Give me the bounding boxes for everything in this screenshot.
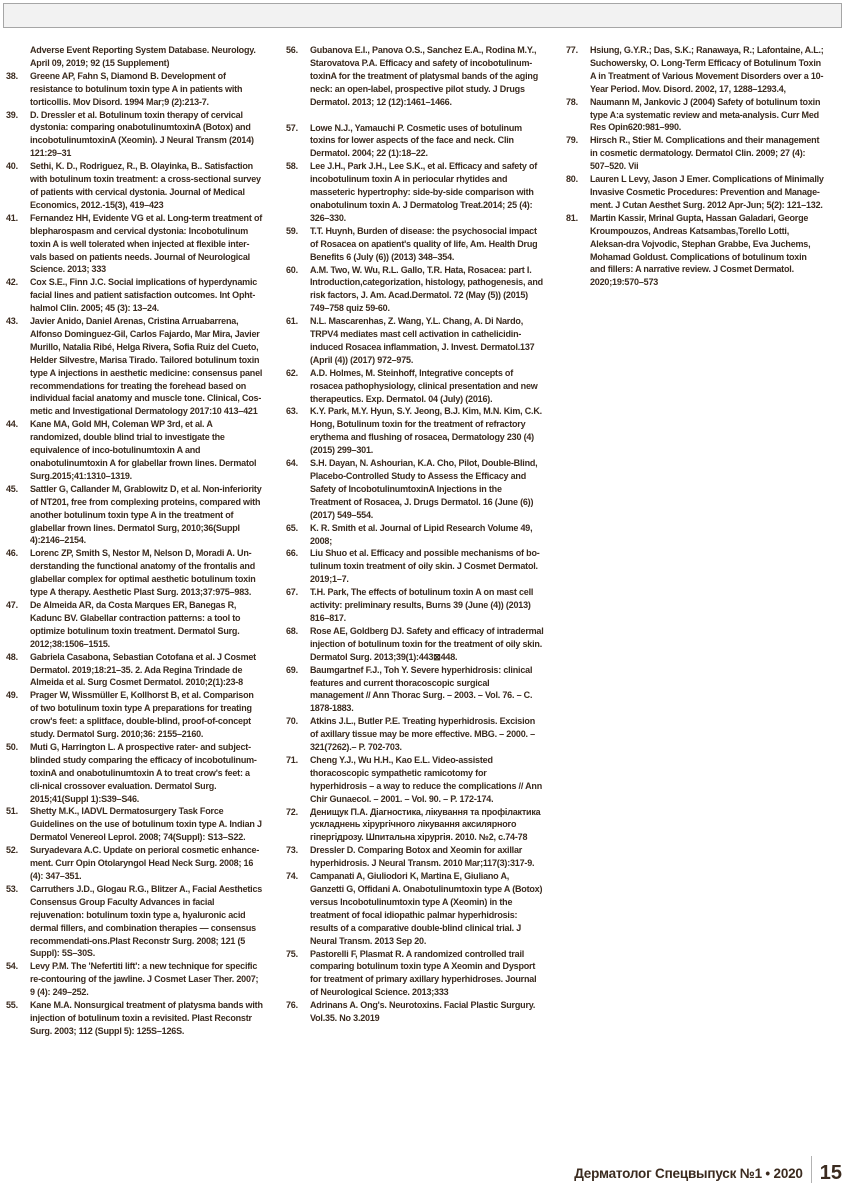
reference-text: Baumgartnef F.J., Toh Y. Severe hyperhidrosis: clinical features and current thoracoscopic surgical management // Ann Thorac Surg. – 2003. – Vol. 76. – C. 1878-1883. bbox=[310, 664, 533, 714]
reference-text: Gabriela Casabona, Sebastian Cotofana et al. J Cosmet Dermatol. 2019;18:21–35. 2. Ada Regina Trindade de Almeida et al. Surg Cosmet Dermatol. 2010;2(1):23-8 bbox=[30, 651, 256, 688]
reference-text: Lorenc ZP, Smith S, Nestor M, Nelson D, Moradi A. Un-derstanding the functional anatomy of the frontalis and glabellar complex for optimal aesthetic botulinum toxin type A therapy. Aesthetic Plast Surg. 2013;37:975–983. bbox=[30, 548, 256, 598]
reference-entry bbox=[6, 547, 264, 599]
reference-text: S.H. Dayan, N. Ashourian, K.A. Cho, Pilot, Double-Blind, Placebo-Controlled Study to Assess the Efficacy and Safety of IncobotulinumtoxinA Injections in the Treatment of Rosacea, J. Drugs Dermatol. 16 (June (6)) (2017) 549–554. bbox=[310, 458, 538, 520]
reference-entry bbox=[286, 664, 544, 716]
reference-text: K.Y. Park, M.Y. Hyun, S.Y. Jeong, B.J. Kim, M.N. Kim, C.K. Hong, Botulinum toxin for the treatment of refractory erythema and flushing of rosacea, Dermatology 230 (4) (2015) 299–301. bbox=[310, 406, 542, 456]
reference-entry bbox=[286, 225, 544, 264]
reference-entry bbox=[6, 44, 264, 70]
reference-entry bbox=[6, 741, 264, 806]
reference-entry bbox=[6, 418, 264, 483]
reference-text: Kane M.A. Nonsurgical treatment of platysma bands with injection of botulinum toxin a revisited. Plast Reconstr Surg. 2003; 112 (Suppl 5): 125S–126S. bbox=[30, 1000, 263, 1036]
reference-number: 40. bbox=[6, 161, 18, 172]
reference-entry bbox=[6, 651, 264, 690]
reference-number: 72. bbox=[286, 806, 298, 817]
reference-number: 44. bbox=[6, 419, 18, 430]
reference-number: 60. bbox=[286, 264, 298, 275]
reference-number: 54. bbox=[6, 961, 18, 972]
reference-number: 77. bbox=[566, 45, 578, 55]
reference-number: 70. bbox=[286, 716, 298, 727]
reference-number: 52. bbox=[6, 845, 18, 856]
reference-number: 42. bbox=[6, 277, 18, 288]
reference-number: 46. bbox=[6, 548, 18, 559]
reference-number: 64. bbox=[286, 458, 298, 469]
reference-text: Lowe N.J., Yamauchi P. Cosmetic uses of botulinum toxins for lower aspects of the face and neck. Clin Dermatol. 2004; 22 (1):18–22. bbox=[310, 122, 522, 159]
reference-text: Sattler G, Callander M, Grablowitz D, et al. Non-inferiority of NT201, free from complexing proteins, compared with another botulinum toxin type A in the treatment of glabellar frown lines. Dermatol Surg, 2010;36(Suppl 4):2146–2154. bbox=[30, 483, 262, 546]
reference-entry bbox=[286, 870, 544, 947]
reference-number: 62. bbox=[286, 367, 298, 378]
reference-text: Pastorelli F, Plasmat R. A randomized controlled trail comparing botulinum toxin type A Xeomin and Dysport for treatment of primary axillary hyperhidroses. Journal of Neurological Science. 2013;333 bbox=[310, 948, 537, 998]
reference-number bbox=[6, 44, 30, 70]
reference-text: Cox S.E., Finn J.C. Social implications of hyperdynamic facial lines and patient satisfaction outcomes. Int Opht-halmol Clin. 2005; 45 (3): 13–24. bbox=[30, 277, 258, 314]
reference-text: Fernandez HH, Evidente VG et al. Long-term treatment of blepharospasm and cervical dystonia: Incobotulinum toxin A is well tolerated when injected at flexible inter-vals based on patients needs. Journal of Neurological Science. 2013; 333 bbox=[30, 212, 263, 275]
reference-text: Dressler D. Comparing Botox and Xeomin for axillar hyperhidrosis. J Neural Transm. 2010 Mar;117(3):317-9. bbox=[310, 845, 535, 869]
reference-entry bbox=[286, 44, 544, 109]
reference-text: Javier Anido, Daniel Arenas, Cristina Arruabarrena, Alfonso Dominguez-Gil, Carlos Fajardo, Mar Mira, Javier Murillo, Natalia Ribé, Helga Rivera, Sofia Ruiz del Cueto, Helder Silvestre, Marisa Tirado. Tailored botulinum toxin type A injections in aesthetic medicine: consensus panel recommendations for treating the forehead based on individual facial anatomy and muscle tone. Clinical, Cos-metic and Investigational Dermatology 2017:10 413–421 bbox=[30, 316, 263, 417]
reference-text: Naumann M, Jankovic J (2004) Safety of botulinum toxin type A:a systematic review and meta-analysis. Curr Med Res Opin620:981–990. bbox=[590, 96, 821, 133]
header-bar bbox=[3, 3, 842, 28]
reference-entry bbox=[286, 315, 544, 367]
reference-number: 57. bbox=[286, 122, 298, 133]
reference-number: 81. bbox=[566, 212, 578, 223]
reference-number: 38. bbox=[6, 70, 18, 81]
reference-entry bbox=[566, 44, 824, 96]
reference-number: 79. bbox=[566, 135, 578, 146]
reference-entry bbox=[286, 160, 544, 225]
page-footer bbox=[574, 1160, 842, 1187]
reference-text: Prager W, Wissmüller E, Kollhorst B, et al. Comparison of two botulinum toxin type A preparations for treating crow's feet: a splitface, double-blind, proof-of-concept study. Dermatol Surg. 2010;36: 2155–2160. bbox=[30, 690, 254, 740]
reference-text: T.T. Huynh, Burden of disease: the psychosocial impact of Rosacea on apatient's quality of life, Am. Health Drug Benefits 6 (July (6)) (2013) 348–354. bbox=[310, 225, 538, 262]
reference-entry bbox=[286, 586, 544, 625]
reference-entry bbox=[286, 405, 544, 457]
reference-number: 50. bbox=[6, 741, 18, 752]
reference-entry bbox=[286, 715, 544, 754]
reference-text: Shetty M.K., IADVL Dermatosurgery Task Force Guidelines on the use of botulinum toxin type A. Indian J Dermatol Venereol Leprol. 2008; 74(Suppl): S13–S22. bbox=[30, 806, 262, 843]
reference-text: Carruthers J.D., Glogau R.G., Blitzer A., Facial Aesthetics Consensus Group Faculty Advances in facial rejuvenation: botulinum toxin type a, hyaluronic acid dermal fillers, and combination therapies — consensus recommendati-ons.Plast Reconstr Surg. 2008; 121 (5 Suppl): 5S–30S. bbox=[30, 883, 263, 959]
reference-number: 75. bbox=[286, 948, 298, 959]
reference-entry bbox=[6, 276, 264, 315]
reference-entry bbox=[286, 367, 544, 406]
reference-number: 48. bbox=[6, 651, 18, 662]
reference-text: Hsiung, G.Y.R.; Das, S.K.; Ranawaya, R.; Lafontaine, A.L.; Suchowersky, O. Long-Term Efficacy of Botulinum Toxin A in Treatment of Various Movement Disorders over a 10-Year Period. Mov. Disord. 2002, 17, 1288–1293.4, bbox=[590, 45, 824, 94]
reference-text: Lauren L Levy, Jason J Emer. Complications of Minimally Invasive Cosmetic Procedures: Prevention and Manage-ment. J Cutan Aesthet Surg. 2012 Apr-Jun; 5(2): 121–132. bbox=[590, 174, 824, 210]
reference-entry bbox=[6, 689, 264, 741]
reference-entry bbox=[566, 96, 824, 135]
reference-number: 41. bbox=[6, 212, 18, 223]
reference-text: Денищук П.А. Діагностика, лікування та профілактика ускладнень хірургічного лікування аксилярного гіпергідрозу. Шпитальна хірургія. 2010. №2, с.74-78 bbox=[310, 806, 541, 843]
reference-text: D. Dressler et al. Botulinum toxin therapy of cervical dystonia: comparing onabotulinumtoxinA (Botox) and incobotulinumtoxinA (Xeomin). J Neural Transm (2014) 121:29–31 bbox=[30, 109, 254, 159]
reference-number: 78. bbox=[566, 96, 578, 107]
reference-text: Muti G, Harrington L. A prospective rater- and subject-blinded study comparing the efficacy of incobotulinum-toxinA and onabotulinumtoxin A to treat crow's feet: a cli-nical crossover evaluation. Dermatol Surg. 2015;41(Suppl 1):S39–S46. bbox=[30, 741, 257, 804]
references-column-1 bbox=[6, 44, 264, 1038]
reference-number: 56. bbox=[286, 45, 298, 55]
reference-text: Liu Shuo et al. Efficacy and possible mechanisms of bo-tulinum toxin treatment of oily skin. J Cosmet Dermatol. 2019;1–7. bbox=[310, 548, 540, 585]
reference-entry bbox=[6, 315, 264, 418]
reference-number: 39. bbox=[6, 109, 18, 120]
references-column-3 bbox=[566, 44, 824, 289]
reference-entry bbox=[6, 844, 264, 883]
reference-number: 49. bbox=[6, 690, 18, 701]
reference-text: Greene AP, Fahn S, Diamond B. Development of resistance to botulinum toxin type A in patients with torticollis. Mov Disord. 1994 Mar;9 (2):213-7. bbox=[30, 70, 243, 107]
reference-number: 74. bbox=[286, 871, 298, 882]
reference-entry bbox=[6, 999, 264, 1038]
reference-text: Suryadevara A.C. Update on perioral cosmetic enhance-ment. Curr Opin Otolaryngol Head Neck Surg. 2008; 16 (4): 347–351. bbox=[30, 845, 260, 881]
reference-text: K. R. Smith et al. Journal of Lipid Research Volume 49, 2008; bbox=[310, 522, 533, 546]
reference-text: Martin Kassir, Mrinal Gupta, Hassan Galadari, George Kroumpouzos, Andreas Katsambas,Torello Lotti, Aleksan-dra Vojvodic, Stephan Grabbe, Eva Juchems, Mohamad Goldust. Complications of botulinum toxin and fillers: A narrative review. J Cosmet Dermatol. 2020;19:570–573 bbox=[590, 212, 811, 288]
reference-entry bbox=[6, 960, 264, 999]
reference-number: 43. bbox=[6, 316, 18, 327]
reference-text: Gubanova E.I., Panova O.S., Sanchez E.A., Rodina M.Y., Starovatova P.A. Efficacy and safety of incobotulinum-toxinA for the treatment of platysmal bands of the aging neck: an open-label, prospective pilot study. J Drugs Dermatol. 2013; 12 (12):1461–1466. bbox=[310, 45, 538, 107]
footer-divider bbox=[811, 1156, 812, 1183]
reference-entry bbox=[286, 844, 544, 870]
reference-entry bbox=[6, 212, 264, 277]
reference-number: 80. bbox=[566, 174, 578, 185]
reference-entry bbox=[286, 754, 544, 806]
reference-text: Campanati A, Giuliodori K, Martina E, Giuliano A, Ganzetti G, Offidani A. Onabotulinumtoxin type A (Botox) versus Incobotulinumtoxin type A (Xeomin) in the treatment of focal idiopathic palmar hyperhidrosis: results of a comparative double-blind clinical trial. J Neural Transm. 2013 Sep 20. bbox=[310, 871, 543, 946]
reference-entry bbox=[6, 883, 264, 960]
reference-entry bbox=[6, 70, 264, 109]
reference-text: A.M. Two, W. Wu, R.L. Gallo, T.R. Hata, Rosacea: part I. Introduction,categorization, histology, pathogenesis, and risk factors, J. Am. Acad.Dermatol. 72 (May (5)) (2015) 749–758 quiz 59-60. bbox=[310, 264, 543, 314]
reference-text: Hirsch R., Stier M. Complications and their management in cosmetic dermatology. Dermatol Clin. 2009; 27 (4): 507–520. Vii bbox=[590, 135, 820, 172]
reference-text: Rose AE, Goldberg DJ. Safety and efficacy of intradermal injection of botulinum toxin for the treatment of oily skin. Dermatol Surg. 2013;39(1):443⊠448. bbox=[310, 625, 544, 662]
reference-entry bbox=[6, 160, 264, 212]
reference-entry bbox=[6, 109, 264, 161]
reference-number: 45. bbox=[6, 483, 18, 494]
reference-text: T.H. Park, The effects of botulinum toxin A on mast cell activity: preliminary results, Burns 39 (June (4)) (2013) 816–817. bbox=[310, 587, 534, 623]
reference-text: Lee J.H., Park J.H., Lee S.K., et al. Efficacy and safety of incobotulinum toxin A in periocular rhytides and masseteric hypertrophy: side-by-side comparison with onabotulinum toxin A. J Dermatolog Treat.2014; 25 (4): 326–330. bbox=[310, 161, 538, 223]
reference-number: 51. bbox=[6, 806, 18, 817]
reference-entry bbox=[286, 806, 544, 845]
reference-text: Levy P.M. The 'Nefertiti lift': a new technique for specific re-contouring of the jawline. J Cosmet Laser Ther. 2007; 9 (4): 249–252. bbox=[30, 961, 259, 998]
reference-text: Atkins J.L., Butler P.E. Treating hyperhidrosis. Excision of axillary tissue may be more effective. MBG. – 2000. – 321(7262).– P. 702-703. bbox=[310, 716, 535, 753]
references-column-2 bbox=[286, 44, 544, 1025]
reference-number: 71. bbox=[286, 754, 298, 765]
reference-number: 55. bbox=[6, 1000, 18, 1011]
reference-text: Sethi, K. D., Rodriguez, R., B. Olayinka, B.. Satisfaction with botulinum toxin treatment: a cross-sectional survey of patients with cervical dystonia. Journal of Medical Economics, 2012.-15(3), 419–423 bbox=[30, 161, 261, 210]
reference-number: 68. bbox=[286, 625, 298, 636]
reference-entry bbox=[6, 805, 264, 844]
reference-entry bbox=[566, 134, 824, 173]
reference-text: Adrinans A. Ong's. Neurotoxins. Facial Plastic Surgury. Vol.35. No 3.2019 bbox=[310, 1000, 536, 1024]
reference-entry bbox=[286, 625, 544, 664]
reference-text: De Almeida AR, da Costa Marques ER, Banegas R, Kadunc BV. Glabellar contraction patterns: a tool to optimize botulinum toxin treatment. Dermatol Surg. 2012;38:1506–1515. bbox=[30, 599, 241, 649]
reference-number: 69. bbox=[286, 664, 298, 675]
journal-title: Дерматолог Спецвыпуск №1 • 2020 bbox=[574, 1166, 803, 1181]
reference-number: 66. bbox=[286, 548, 298, 559]
reference-number: 53. bbox=[6, 883, 18, 894]
reference-entry bbox=[566, 212, 824, 289]
reference-entry bbox=[286, 264, 544, 316]
reference-number: 47. bbox=[6, 599, 18, 610]
reference-text: Kane MA, Gold MH, Coleman WP 3rd, et al. A randomized, double blind trial to investigate the equivalence of inco-botulinumtoxin A and onabotulinumtoxin A for glabellar frown lines. Dermatol Surg.2015;41:1310–1319. bbox=[30, 419, 257, 481]
reference-text: N.L. Mascarenhas, Z. Wang, Y.L. Chang, A. Di Nardo, TRPV4 mediates mast cell activation in cathelicidin-induced Rosacea inflammation, J. Invest. Dermatol.137 (April (4)) (2017) 972–975. bbox=[310, 316, 535, 365]
reference-entry bbox=[6, 599, 264, 651]
reference-number: 58. bbox=[286, 161, 298, 172]
reference-number: 73. bbox=[286, 845, 298, 856]
reference-entry bbox=[286, 522, 544, 548]
reference-entry bbox=[286, 122, 544, 161]
reference-entry bbox=[286, 999, 544, 1025]
reference-text: A.D. Holmes, M. Steinhoff, Integrative concepts of rosacea pathophysiology, clinical presentation and new therapeutics. Exp. Dermatol. 04 (July) (2016). bbox=[310, 367, 538, 404]
reference-number: 63. bbox=[286, 406, 298, 417]
reference-number: 61. bbox=[286, 316, 298, 327]
reference-entry bbox=[286, 457, 544, 522]
reference-number: 67. bbox=[286, 587, 298, 598]
reference-number: 65. bbox=[286, 522, 298, 533]
reference-entry bbox=[286, 948, 544, 1000]
reference-number: 76. bbox=[286, 1000, 298, 1011]
reference-text: Adverse Event Reporting System Database. Neurology. April 09, 2019; 92 (15 Supplement) bbox=[30, 45, 256, 68]
reference-entry bbox=[566, 173, 824, 212]
page-number: 15 bbox=[819, 1162, 842, 1184]
reference-entry bbox=[6, 483, 264, 548]
reference-text: Cheng Y.J., Wu H.H., Kao E.L. Video-assisted thoracoscopic sympathetic ramicotomy for hyperhidrosis – a way to reduce the complications // Ann Chir Gunaecol. – 2001. – Vol. 90. – P. 172-174. bbox=[310, 754, 543, 804]
reference-entry bbox=[286, 547, 544, 586]
reference-number: 59. bbox=[286, 225, 298, 236]
